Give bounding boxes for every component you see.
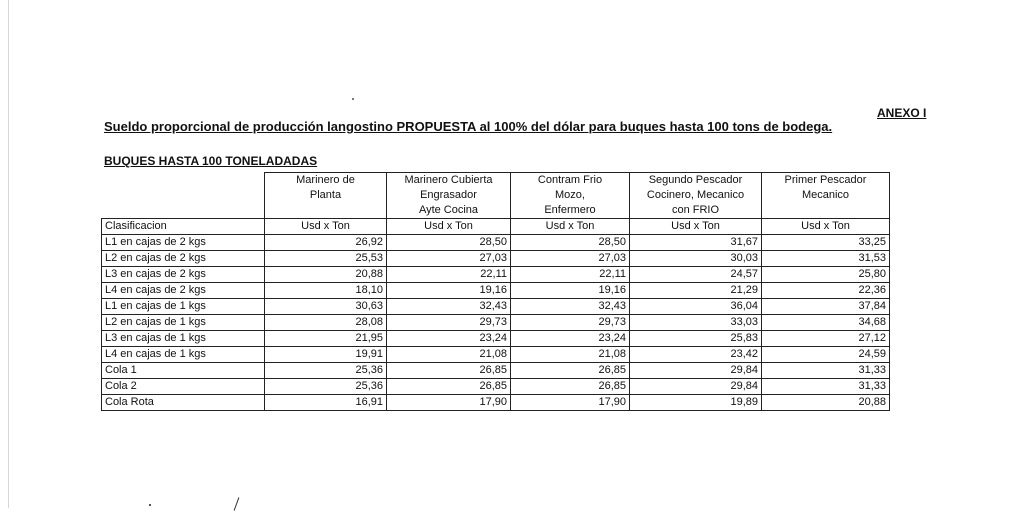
value-cell: 30,03 bbox=[630, 251, 762, 267]
value-cell: 17,90 bbox=[387, 395, 511, 411]
value-cell: 36,04 bbox=[630, 299, 762, 315]
column-header bbox=[511, 173, 630, 219]
corner-cell bbox=[102, 173, 265, 219]
value-cell: 29,84 bbox=[630, 379, 762, 395]
value-cell: 31,53 bbox=[762, 251, 890, 267]
value-cell: 21,95 bbox=[265, 331, 387, 347]
value-cell: 19,16 bbox=[511, 283, 630, 299]
header-row bbox=[102, 173, 890, 219]
value-cell: 25,83 bbox=[630, 331, 762, 347]
row-label-cell: L4 en cajas de 1 kgs bbox=[102, 347, 265, 363]
value-cell: 31,33 bbox=[762, 363, 890, 379]
scan-speck bbox=[149, 504, 151, 506]
value-cell: 25,53 bbox=[265, 251, 387, 267]
value-cell: 24,59 bbox=[762, 347, 890, 363]
table-row bbox=[102, 331, 890, 347]
value-cell: 34,68 bbox=[762, 315, 890, 331]
table-row bbox=[102, 315, 890, 331]
column-header-line: Segundo Pescador bbox=[648, 174, 743, 186]
value-cell: 31,67 bbox=[630, 235, 762, 251]
value-cell: 26,85 bbox=[511, 363, 630, 379]
value-cell: 25,80 bbox=[762, 267, 890, 283]
unit-cell: Usd x Ton bbox=[265, 219, 387, 235]
value-cell: 23,24 bbox=[511, 331, 630, 347]
salary-table-body bbox=[102, 173, 890, 411]
table-row bbox=[102, 251, 890, 267]
row-label-cell: L4 en cajas de 2 kgs bbox=[102, 283, 265, 299]
column-header-line: Marinero Cubierta bbox=[404, 174, 493, 186]
value-cell: 29,73 bbox=[511, 315, 630, 331]
table-row bbox=[102, 379, 890, 395]
value-cell: 21,08 bbox=[511, 347, 630, 363]
value-cell: 23,24 bbox=[387, 331, 511, 347]
value-cell: 19,91 bbox=[265, 347, 387, 363]
row-label-cell: L1 en cajas de 2 kgs bbox=[102, 235, 265, 251]
column-header-line: Ayte Cocina bbox=[418, 204, 479, 216]
value-cell: 27,03 bbox=[511, 251, 630, 267]
unit-cell: Usd x Ton bbox=[387, 219, 511, 235]
value-cell: 19,16 bbox=[387, 283, 511, 299]
value-cell: 33,03 bbox=[630, 315, 762, 331]
value-cell: 17,90 bbox=[511, 395, 630, 411]
table-row bbox=[102, 283, 890, 299]
column-header-line: Contram Frio bbox=[537, 174, 603, 186]
value-cell: 26,85 bbox=[387, 363, 511, 379]
unit-cell: Usd x Ton bbox=[511, 219, 630, 235]
value-cell: 28,08 bbox=[265, 315, 387, 331]
unit-cell: Usd x Ton bbox=[630, 219, 762, 235]
row-label-cell: L3 en cajas de 1 kgs bbox=[102, 331, 265, 347]
value-cell: 27,03 bbox=[387, 251, 511, 267]
value-cell: 22,11 bbox=[511, 267, 630, 283]
table-row bbox=[102, 347, 890, 363]
row-label-cell: Cola 1 bbox=[102, 363, 265, 379]
pen-mark bbox=[234, 497, 240, 510]
value-cell: 16,91 bbox=[265, 395, 387, 411]
value-cell: 25,36 bbox=[265, 363, 387, 379]
value-cell: 29,73 bbox=[387, 315, 511, 331]
row-label-cell: Cola 2 bbox=[102, 379, 265, 395]
unit-row bbox=[102, 219, 890, 235]
column-header-line: con FRIO bbox=[671, 204, 720, 216]
value-cell: 29,84 bbox=[630, 363, 762, 379]
value-cell: 30,63 bbox=[265, 299, 387, 315]
column-header-line: Engrasador bbox=[420, 189, 477, 201]
row-label-cell: L1 en cajas de 1 kgs bbox=[102, 299, 265, 315]
column-header-line: Mecanico bbox=[801, 189, 850, 201]
value-cell: 23,42 bbox=[630, 347, 762, 363]
value-cell: 31,33 bbox=[762, 379, 890, 395]
table-row bbox=[102, 235, 890, 251]
row-label-cell: L3 en cajas de 2 kgs bbox=[102, 267, 265, 283]
column-header-line: Marinero de bbox=[296, 174, 355, 186]
value-cell: 32,43 bbox=[387, 299, 511, 315]
table-row bbox=[102, 363, 890, 379]
row-label-cell: L2 en cajas de 2 kgs bbox=[102, 251, 265, 267]
scan-speck bbox=[352, 98, 354, 100]
value-cell: 26,85 bbox=[511, 379, 630, 395]
value-cell: 33,25 bbox=[762, 235, 890, 251]
row-label-cell: L2 en cajas de 1 kgs bbox=[102, 315, 265, 331]
value-cell: 19,89 bbox=[630, 395, 762, 411]
table-row bbox=[102, 395, 890, 411]
salary-table bbox=[101, 172, 890, 411]
column-header bbox=[630, 173, 762, 219]
value-cell: 18,10 bbox=[265, 283, 387, 299]
row-label-cell: Cola Rota bbox=[102, 395, 265, 411]
section-subtitle: BUQUES HASTA 100 TONELADADAS bbox=[104, 154, 318, 168]
column-header bbox=[762, 173, 890, 219]
column-header-line: Planta bbox=[309, 189, 342, 201]
value-cell: 21,08 bbox=[387, 347, 511, 363]
annex-label: ANEXO I bbox=[877, 106, 927, 120]
value-cell: 20,88 bbox=[265, 267, 387, 283]
value-cell: 20,88 bbox=[762, 395, 890, 411]
column-header bbox=[265, 173, 387, 219]
value-cell: 21,29 bbox=[630, 283, 762, 299]
document-title: Sueldo proporcional de producción langostino PROPUESTA al 100% del dólar para buques hasta 100 tons de bodega. bbox=[104, 119, 833, 134]
column-header-line: Enfermero bbox=[544, 204, 596, 216]
column-header-line: Primer Pescador bbox=[784, 174, 867, 186]
column-header-line: Mozo, bbox=[555, 189, 585, 201]
value-cell: 37,84 bbox=[762, 299, 890, 315]
row-header-cell: Clasificacion bbox=[102, 219, 265, 235]
value-cell: 28,50 bbox=[511, 235, 630, 251]
page-margin-line bbox=[8, 0, 9, 508]
unit-cell: Usd x Ton bbox=[762, 219, 890, 235]
value-cell: 26,92 bbox=[265, 235, 387, 251]
value-cell: 25,36 bbox=[265, 379, 387, 395]
value-cell: 24,57 bbox=[630, 267, 762, 283]
value-cell: 22,11 bbox=[387, 267, 511, 283]
value-cell: 32,43 bbox=[511, 299, 630, 315]
column-header-line: Cocinero, Mecanico bbox=[646, 189, 745, 201]
table-row bbox=[102, 299, 890, 315]
value-cell: 28,50 bbox=[387, 235, 511, 251]
table-row bbox=[102, 267, 890, 283]
value-cell: 27,12 bbox=[762, 331, 890, 347]
value-cell: 26,85 bbox=[387, 379, 511, 395]
value-cell: 22,36 bbox=[762, 283, 890, 299]
column-header bbox=[387, 173, 511, 219]
